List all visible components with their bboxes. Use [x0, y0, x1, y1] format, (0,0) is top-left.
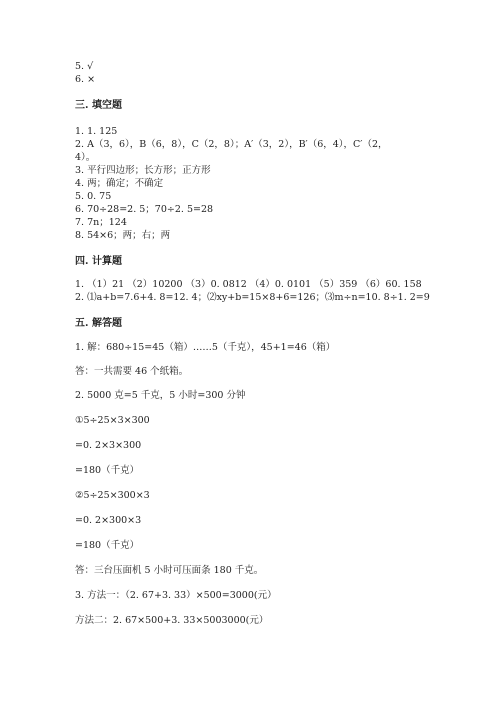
solution-line-2: 答：一共需要 46 个纸箱。	[75, 366, 189, 377]
fill-blank-line-5: 5. 0. 75	[75, 191, 112, 202]
fill-blank-line-6: 6. 70÷28=2. 5；70÷2. 5=28	[75, 204, 214, 215]
solution-line-11: 3. 方法一：（2. 67+3. 33）×500=3000(元）	[75, 590, 277, 601]
solution-line-8: =0. 2×300×3	[75, 515, 142, 526]
calc-line-2: 2. ⑴a+b=7.6+4. 8=12. 4；⑵xy+b=15×8+6=126；⑶m÷n=10. 8÷1. 2=9	[75, 292, 430, 303]
fill-blank-line-4: 4. 两；确定；不确定	[75, 178, 164, 189]
answer-line-5: 5. √	[75, 61, 94, 72]
section-3-heading: 三. 填空题	[75, 100, 122, 111]
answer-line-6: 6. ×	[75, 74, 96, 85]
fill-blank-line-2-cont: 4）。	[75, 152, 96, 163]
solution-line-1: 1. 解：680÷15=45（箱）……5（千克），45+1=46（箱）	[75, 342, 336, 353]
solution-line-10: 答：三台压面机 5 小时可压面条 180 千克。	[75, 565, 264, 576]
solution-line-3: 2. 5000 克=5 千克，5 小时=300 分钟	[75, 390, 246, 401]
solution-line-4: ①5÷25×3×300	[75, 415, 150, 426]
solution-line-6: =180（千克）	[75, 465, 140, 476]
fill-blank-line-3: 3. 平行四边形；长方形；正方形	[75, 165, 211, 176]
calc-line-1: 1. （1）21 （2）10200 （3）0. 0812 （4）0. 0101 （5）359 （6）60. 158	[75, 279, 422, 290]
fill-blank-line-7: 7. 7n；124	[75, 217, 127, 228]
fill-blank-line-1: 1. 1. 125	[75, 126, 118, 137]
solution-line-5: =0. 2×3×300	[75, 440, 142, 451]
section-5-heading: 五. 解答题	[75, 318, 122, 329]
fill-blank-line-2: 2. A（3，6），B（6，8），C（2，8）；A′（3，2），B′（6，4），C′（2，	[75, 139, 388, 150]
solution-line-12: 方法二：2. 67×500+3. 33×5003000(元）	[75, 615, 269, 626]
section-4-heading: 四. 计算题	[75, 256, 122, 267]
solution-line-9: =180（千克）	[75, 540, 140, 551]
fill-blank-line-8: 8. 54×6；两；右；两	[75, 230, 171, 241]
solution-line-7: ②5÷25×300×3	[75, 490, 150, 501]
